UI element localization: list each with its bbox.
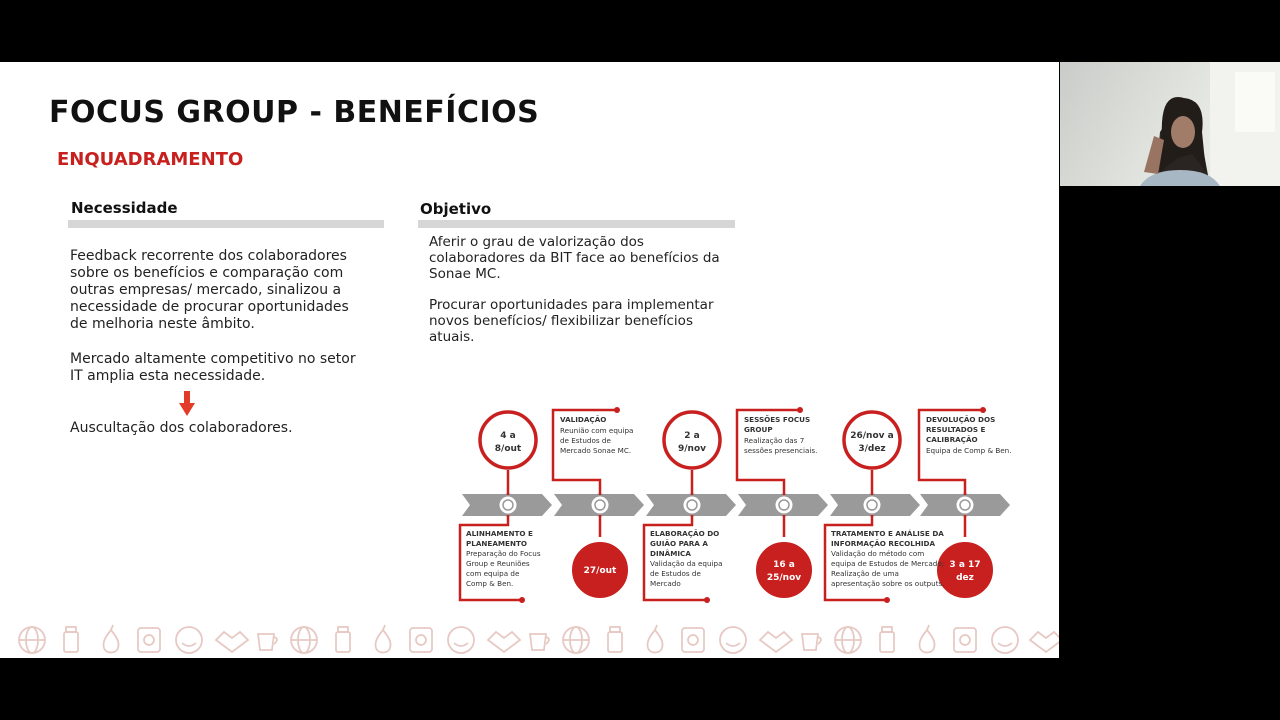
step-desc: Mercado [650, 579, 681, 588]
handshake-icon [1030, 632, 1059, 652]
date-label: 8/out [494, 444, 522, 454]
jar-icon [336, 627, 350, 652]
objetivo-underline [418, 220, 735, 228]
step-desc: de Estudos de [560, 436, 611, 445]
pear-icon [375, 625, 390, 653]
necessidade-paragraph-1: Feedback recorrente dos colaboradores sobre os benefícios e comparação com outras empresas/ mercado, sinalizou a necessidade de procurar oportunidades de melhoria neste âmbito. [70, 248, 349, 332]
globe-icon [19, 627, 45, 653]
handshake-icon [760, 632, 792, 652]
pear-icon [919, 625, 934, 653]
tape-icon [138, 628, 160, 652]
necessidade-underline [68, 220, 384, 228]
date-label: 16 a [773, 560, 795, 570]
objetivo-paragraph-1: Aferir o grau de valorização dos colaboradores da BIT face ao benefícios da Sonae MC. [429, 234, 720, 282]
step-desc: Reunião com equipa [560, 426, 634, 435]
tape-icon [954, 628, 976, 652]
date-label: 26/nov a [850, 431, 894, 441]
presenter-video [1060, 62, 1280, 186]
step-title: ALINHAMENTO E [466, 529, 533, 538]
necessidade-result: Auscultação dos colaboradores. [70, 420, 293, 436]
step-title: CALIBRAÇÃO [926, 435, 978, 444]
objetivo-paragraph-2: Procurar oportunidades para implementar novos benefícios/ flexibilizar benefícios atuais. [429, 297, 714, 345]
cup-icon [802, 634, 821, 650]
step-title: ELABORAÇÃO DO [650, 529, 720, 538]
smile-icon [176, 627, 202, 653]
objetivo-heading: Objetivo [420, 200, 492, 218]
date-label: 27/out [583, 566, 617, 576]
tape-icon [410, 628, 432, 652]
necessidade-paragraph-2: Mercado altamente competitivo no setor IT amplia esta necessidade. [70, 351, 356, 384]
step-title: RESULTADOS E [926, 425, 986, 434]
project-timeline [452, 407, 1017, 612]
handshake-icon [216, 632, 248, 652]
step-title: GROUP [744, 425, 773, 434]
step-desc: Comp & Ben. [466, 579, 514, 588]
smile-icon [992, 627, 1018, 653]
step-desc: Validação do método com [831, 549, 925, 558]
section-subtitle: ENQUADRAMENTO [57, 149, 244, 170]
cup-icon [258, 634, 277, 650]
handshake-icon [488, 632, 520, 652]
step-desc: Realização de uma [831, 569, 899, 578]
smile-icon [448, 627, 474, 653]
step-title: DEVOLUÇÃO DOS [926, 415, 996, 424]
pear-icon [647, 625, 662, 653]
slide-title: FOCUS GROUP - BENEFÍCIOS [49, 95, 540, 130]
timeline-arrow-band [462, 494, 1010, 516]
bottom-date-circles [571, 541, 994, 599]
step-title: INFORMAÇÃO RECOLHIDA [831, 539, 936, 548]
date-label: 3 a 17 [949, 560, 981, 570]
smile-icon [720, 627, 746, 653]
date-label: 4 a [500, 431, 516, 441]
step-desc: de Estudos de [650, 569, 701, 578]
down-arrow-icon [179, 391, 195, 417]
presentation-slide [0, 62, 1059, 658]
step-desc: Preparação do Focus [466, 549, 541, 558]
step-desc: Equipa de Comp & Ben. [926, 446, 1012, 455]
globe-icon [291, 627, 317, 653]
jar-icon [64, 627, 78, 652]
step-title: SESSÕES FOCUS [744, 415, 811, 424]
step-desc: Realização das 7 [744, 436, 805, 445]
decorative-icon-strip [0, 622, 1059, 658]
step-desc: Group e Reuniões [466, 559, 530, 568]
date-label: 2 a [684, 431, 700, 441]
step-title: DINÂMICA [650, 549, 691, 558]
globe-icon [563, 627, 589, 653]
globe-icon [835, 627, 861, 653]
webcam-thumbnail[interactable] [1060, 62, 1280, 186]
date-label: 9/nov [677, 444, 707, 454]
step-desc: sessões presenciais. [744, 446, 818, 455]
step-title: PLANEAMENTO [466, 539, 527, 548]
step-desc: com equipa de [466, 569, 520, 578]
step-desc: apresentação sobre os outputs. [831, 579, 945, 588]
cup-icon [530, 634, 549, 650]
pear-icon [103, 625, 118, 653]
tape-icon [682, 628, 704, 652]
step-title: TRATAMENTO E ANÁLISE DA [831, 529, 944, 538]
jar-icon [880, 627, 894, 652]
step-desc: Validação da equipa [650, 559, 723, 568]
date-label: 25/nov [766, 573, 802, 583]
step-title: VALIDAÇÃO [560, 415, 607, 424]
date-label: 3/dez [858, 444, 886, 454]
step-desc: equipa de Estudos de Mercado; [831, 559, 945, 568]
step-title: GUIÃO PARA A [650, 539, 708, 548]
necessidade-heading: Necessidade [71, 199, 178, 217]
jar-icon [608, 627, 622, 652]
step-desc: Mercado Sonae MC. [560, 446, 632, 455]
date-label: dez [956, 573, 974, 583]
